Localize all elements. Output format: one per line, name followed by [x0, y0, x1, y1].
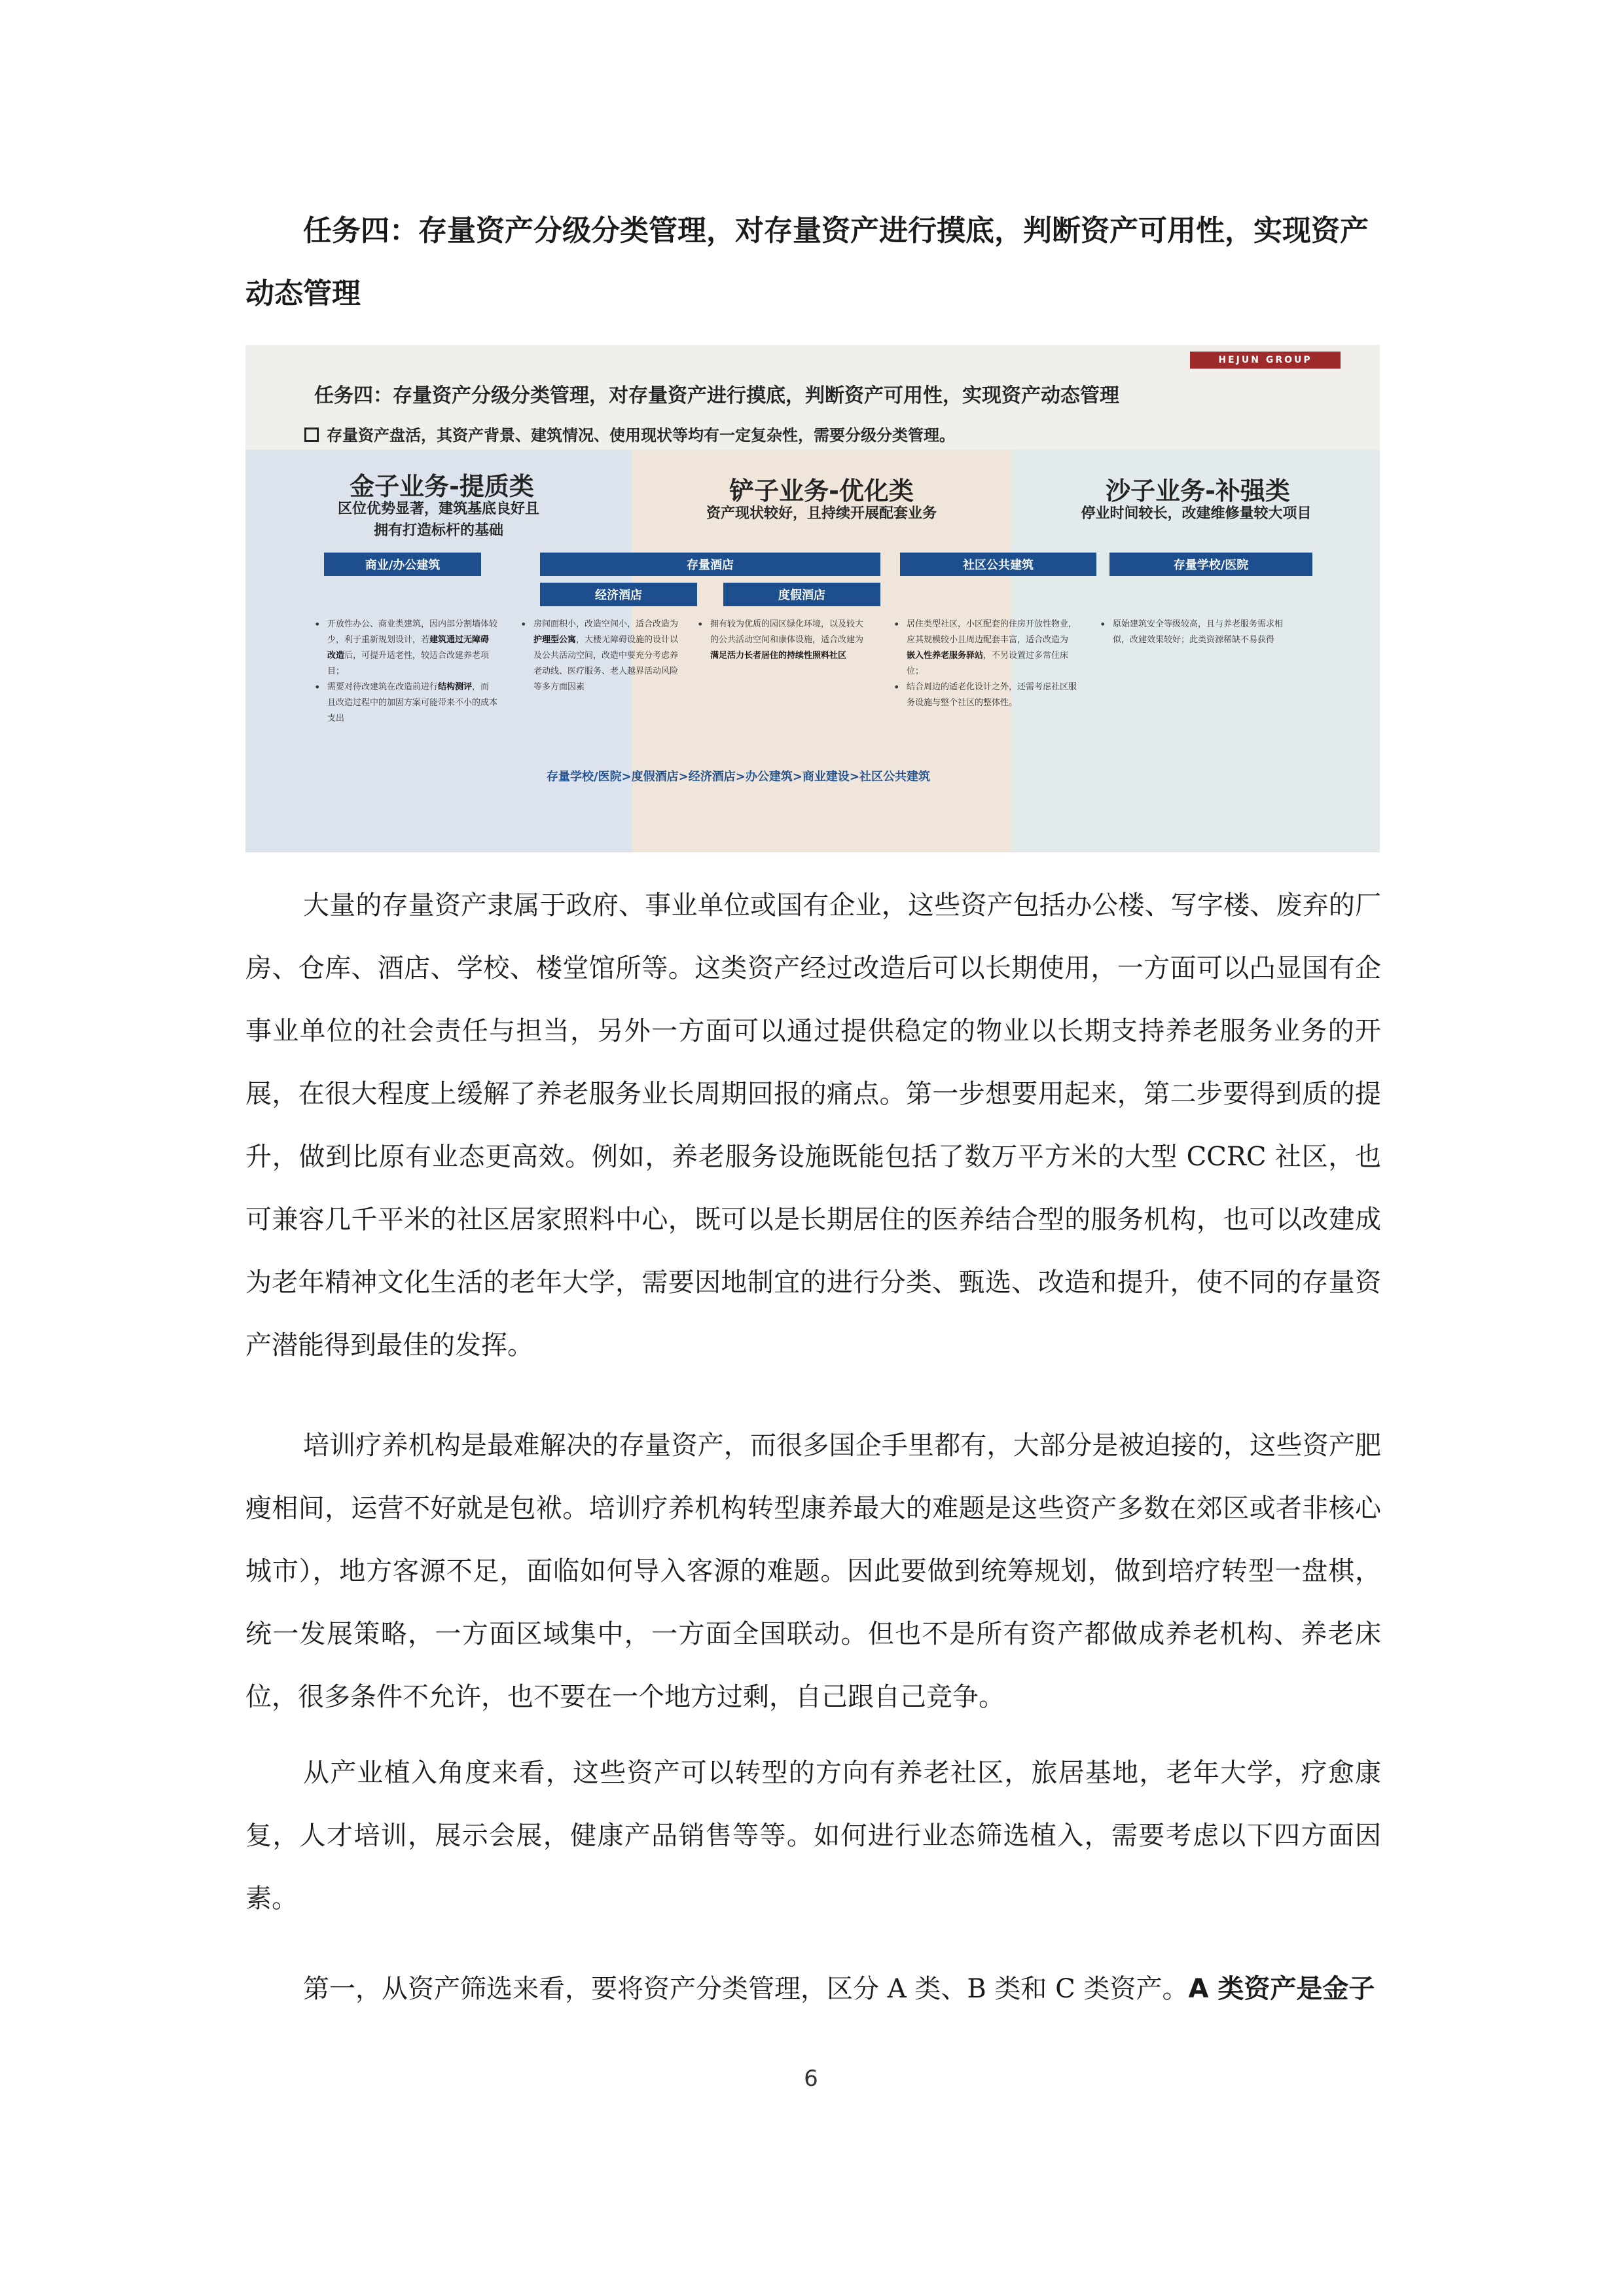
- tag-community-building: 社区公共建筑: [900, 553, 1096, 576]
- column-gold-desc-line1: 区位优势显著，建筑基底良好且: [337, 501, 539, 517]
- column-shovel-desc: 资产现状较好，且持续开展配套业务: [706, 505, 937, 522]
- brand-logo: HEJUN GROUP: [1190, 352, 1341, 369]
- paragraph-4-text: 第一，从资产筛选来看，要将资产分类管理，区分 A 类、B 类和 C 类资产。: [303, 1974, 1189, 2004]
- column-sand-name: 沙子业务-补强类: [1106, 477, 1290, 505]
- column-shovel-name: 铲子业务-优化类: [729, 477, 914, 505]
- tag-school-hospital: 存量学校/医院: [1109, 553, 1312, 576]
- tag-resort-hotel: 度假酒店: [723, 583, 880, 606]
- figure-subtitle-text: 存量资产盘活，其资产背景、建筑情况、使用现状等均有一定复杂性，需要分级分类管理。: [327, 426, 955, 445]
- notes-resort-hotel: [697, 617, 867, 664]
- tag-economy-hotel: 经济酒店: [540, 583, 697, 606]
- note-item: • 居住类型社区，小区配套的住房开放性物业，应其规模较小且周边配套丰富，适合改造为嵌入性养老服务驿站，不另设置过多常住床位；: [893, 617, 1077, 680]
- notes-office: [314, 617, 497, 727]
- column-gold-name: 金子业务-提质类: [350, 472, 534, 501]
- paragraph-4-bold: A 类资产是金子: [1188, 1974, 1375, 2004]
- tag-hotel: 存量酒店: [540, 553, 880, 576]
- section-heading: 任务四：存量资产分级分类管理，对存量资产进行摸底，判断资产可用性，实现资产动态管理: [245, 214, 1369, 310]
- priority-flow: 存量学校/医院>度假酒店>经济酒店>办公建筑>商业建设>社区公共建筑: [547, 770, 930, 784]
- page-number: 6: [804, 2066, 818, 2092]
- tag-office-building: 商业/办公建筑: [324, 553, 481, 576]
- note-item: • 需要对待改建筑在改造前进行结构测评，而且改造过程中的加固方案可能带来不小的成本支出: [314, 680, 497, 727]
- column-gold-desc-line2: 拥有打造标杆的基础: [373, 522, 503, 539]
- column-sand-desc: 停业时间较长，改建维修量较大项目: [1081, 505, 1312, 522]
- notes-community: [893, 617, 1077, 711]
- note-item: • 拥有较为优质的园区绿化环境，以及较大的公共活动空间和康体设施，适合改建为满足活力长者居住的持续性照料社区: [697, 617, 867, 664]
- figure-subtitle: [304, 422, 955, 445]
- paragraph-1: 大量的存量资产隶属于政府、事业单位或国有企业，这些资产包括办公楼、写字楼、废弃的厂房、仓库、酒店、学校、楼堂馆所等。这类资产经过改造后可以长期使用，一方面可以凸显国有企事业单位的社会责任与担当，另外一方面可以通过提供稳定的物业以长期支持养老服务业务的开展，在很大程度上缓解了养老服务业长周期回报的痛点。第一步想要用起来，第二步要得到质的提升，做到比原有业态更高效。例如，养老服务设施既能包括了数万平方米的大型 CCRC 社区，也可兼容几千平米的社区居家照料中心，既可以是长期居住的医养结合型的服务机构，也可以改建成为老年精神文化生活的老年大学，需要因地制宜的进行分类、甄选、改造和提升，使不同的存量资产潜能得到最佳的发挥。: [245, 890, 1381, 1360]
- note-item: • 开放性办公、商业类建筑，因内部分割墙体较少，利于重新规划设计，若建筑通过无障碍改造后，可提升适老性，较适合改建养老项目；: [314, 617, 497, 680]
- note-item: • 房间面积小，改造空间小，适合改造为护理型公寓，大楼无障碍设施的设计以及公共活动空间，改造中要充分考虑养老动线、医疗服务、老人越界活动风险等多方面因素: [520, 617, 684, 695]
- paragraph-2: 培训疗养机构是最难解决的存量资产，而很多国企手里都有，大部分是被迫接的，这些资产肥瘦相间，运营不好就是包袱。培训疗养机构转型康养最大的难题是这些资产多数在郊区或者非核心城市），地方客源不足，面临如何导入客源的难题。因此要做到统筹规划，做到培疗转型一盘棋，统一发展策略，一方面区域集中，一方面全国联动。但也不是所有资产都做成养老机构、养老床位，很多条件不允许，也不要在一个地方过剩，自己跟自己竞争。: [245, 1430, 1381, 1712]
- slide-figure: [245, 345, 1380, 852]
- paragraph-4: [245, 1958, 1381, 2020]
- notes-economy-hotel: [520, 617, 684, 695]
- checkbox-icon: [304, 428, 319, 442]
- notes-school: [1100, 617, 1289, 648]
- note-item: • 结合周边的适老化设计之外，还需考虑社区服务设施与整个社区的整体性。: [893, 680, 1077, 711]
- figure-title: 任务四：存量资产分级分类管理，对存量资产进行摸底，判断资产可用性，实现资产动态管理: [314, 384, 1119, 407]
- note-item: • 原始建筑安全等级较高，且与养老服务需求相似，改建效果较好；此类资源稀缺不易获得: [1100, 617, 1289, 648]
- paragraph-3: 从产业植入角度来看，这些资产可以转型的方向有养老社区，旅居基地，老年大学，疗愈康复，人才培训，展示会展，健康产品销售等等。如何进行业态筛选植入，需要考虑以下四方面因素。: [245, 1758, 1381, 1914]
